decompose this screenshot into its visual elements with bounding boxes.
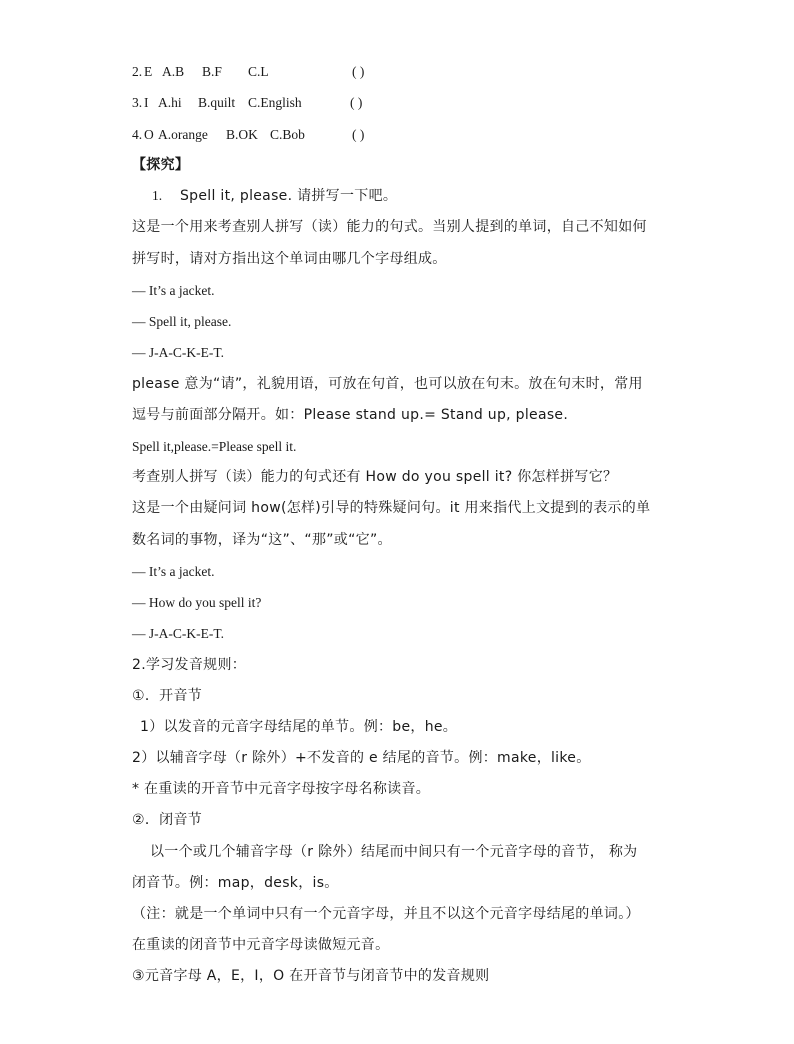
open-syllable-rule: 2）以辅音字母（r 除外）+不发音的 e 结尾的音节。例：make，like。 bbox=[132, 750, 591, 766]
option-b: B.OK bbox=[226, 127, 258, 142]
question-letter: E bbox=[144, 64, 153, 79]
option-b: B.quilt bbox=[198, 95, 236, 110]
dialog-line: — It’s a jacket. bbox=[132, 564, 215, 579]
question-number: 4. bbox=[132, 127, 143, 142]
paragraph-line: 拼写时，请对方指出这个单词由哪几个字母组成。 bbox=[132, 251, 447, 267]
question-number: 3. bbox=[132, 95, 143, 110]
paragraph-line: 考查别人拼写（读）能力的句式还有 How do you spell it? 你怎样拼写它？ bbox=[132, 469, 618, 485]
option-a: A.orange bbox=[158, 127, 208, 142]
open-syllable-title: ①．开音节 bbox=[132, 688, 203, 704]
closed-syllable-note: （注：就是一个单词中只有一个元音字母，并且不以这个元音字母结尾的单词。） bbox=[132, 906, 640, 922]
question-row bbox=[132, 93, 363, 113]
option-a: A.B bbox=[162, 64, 185, 79]
question-row bbox=[132, 62, 365, 82]
dialog-line: — J-A-C-K-E-T. bbox=[132, 626, 224, 641]
dialog-line: — It’s a jacket. bbox=[132, 283, 215, 298]
option-b: B.F bbox=[202, 64, 222, 79]
dialog-line: — Spell it, please. bbox=[132, 314, 232, 329]
paragraph-line: 以一个或几个辅音字母（r 除外）结尾而中间只有一个元音字母的音节， 称为 bbox=[150, 844, 638, 860]
question-letter: O bbox=[144, 127, 154, 142]
open-syllable-rule: 1）以发音的元音字母结尾的单节。例：be，he。 bbox=[140, 719, 458, 735]
paragraph-line: 数名词的事物，译为“这”、“那”或“它”。 bbox=[132, 532, 392, 548]
closed-syllable-title: ②．闭音节 bbox=[132, 812, 203, 828]
paragraph-line: 闭音节。例：map，desk，is。 bbox=[132, 875, 339, 891]
option-c: C.Bob bbox=[270, 127, 305, 142]
paragraph-line: 这是一个用来考查别人拼写（读）能力的句式。当别人提到的单词，自己不知如何 bbox=[132, 219, 647, 235]
question-letter: I bbox=[144, 95, 149, 110]
question-number: 2. bbox=[132, 64, 143, 79]
item-2: 2.学习发音规则： bbox=[132, 657, 247, 673]
option-c: C.L bbox=[248, 64, 269, 79]
paragraph-line: 这是一个由疑问词 how(怎样)引导的特殊疑问句。it 用来指代上文提到的表示的单 bbox=[132, 500, 651, 516]
item-1-text: Spell it, please. 请拼写一下吧。 bbox=[180, 188, 398, 204]
answer-blank[interactable]: ( ) bbox=[352, 127, 365, 142]
dialog-line: — How do you spell it? bbox=[132, 595, 262, 610]
rule-3-heading: ③元音字母 A，E，I，O 在开音节与闭音节中的发音规则 bbox=[132, 968, 490, 984]
dialog-line: — J-A-C-K-E-T. bbox=[132, 345, 224, 360]
section-title: 【探究】 bbox=[132, 157, 190, 173]
paragraph-line: Spell it,please.=Please spell it. bbox=[132, 439, 297, 454]
answer-blank[interactable]: ( ) bbox=[350, 95, 363, 110]
open-syllable-note: * 在重读的开音节中元音字母按字母名称读音。 bbox=[132, 781, 431, 797]
option-a: A.hi bbox=[158, 95, 182, 110]
closed-syllable-note: 在重读的闭音节中元音字母读做短元音。 bbox=[132, 937, 390, 953]
option-c: C.English bbox=[248, 95, 302, 110]
paragraph-line: please 意为“请”，礼貌用语，可放在句首，也可以放在句末。放在句末时，常用 bbox=[132, 376, 643, 392]
paragraph-line: 逗号与前面部分隔开。如：Please stand up.= Stand up, please. bbox=[132, 407, 569, 423]
answer-blank[interactable]: ( ) bbox=[352, 64, 365, 79]
question-row bbox=[132, 125, 365, 145]
item-1 bbox=[152, 186, 397, 206]
item-1-number: 1. bbox=[152, 188, 163, 203]
